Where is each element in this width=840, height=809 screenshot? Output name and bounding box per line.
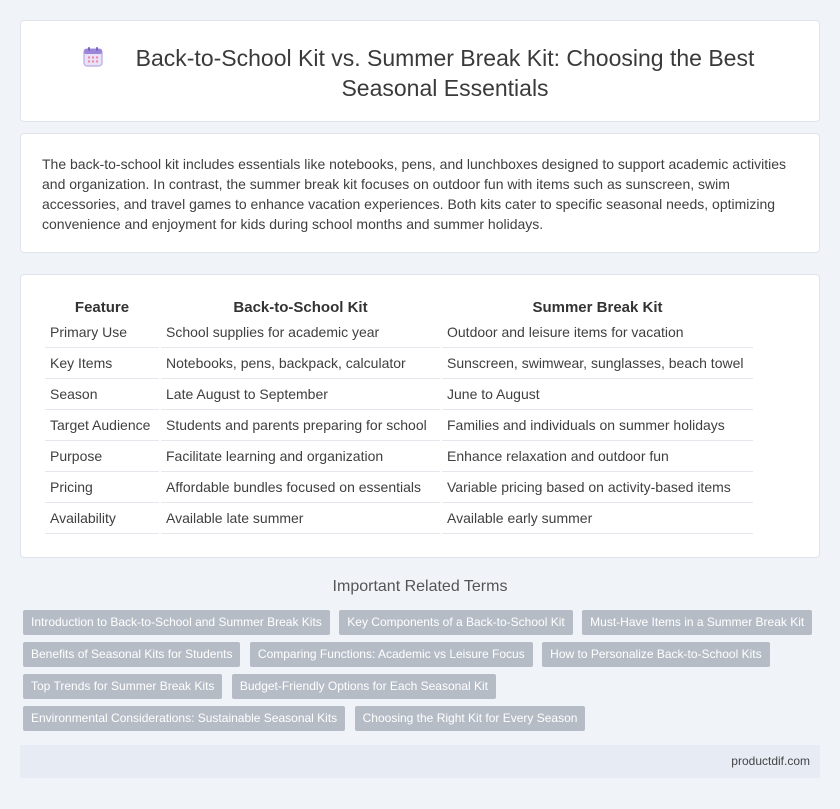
table-cell: Families and individuals on summer holidays: [442, 410, 753, 441]
header-feature: Feature: [74, 298, 130, 316]
table-row: [45, 410, 753, 441]
summary-text: The back-to-school kit includes essentials like notebooks, pens, and lunchboxes designed to support academic activities and organization. In contrast, the summer break kit focuses on outdoor fun with items such as sunscreen, swim accessories, and travel games to enhance vacation experiences. Both kits cater to specific seasonal needs, optimizing convenience and enjoyment for kids during school months and summer holidays.: [42, 156, 786, 232]
related-term-tag[interactable]: Benefits of Seasonal Kits for Students: [23, 642, 240, 667]
related-term-tag[interactable]: Budget-Friendly Options for Each Seasonal Kit: [232, 674, 496, 699]
table-cell: Primary Use: [45, 317, 159, 348]
table-cell: Pricing: [45, 472, 159, 503]
footer: [20, 745, 820, 778]
related-term-tag[interactable]: Choosing the Right Kit for Every Season: [355, 706, 586, 731]
table-cell: Outdoor and leisure items for vacation: [442, 317, 753, 348]
related-terms-list: [23, 610, 823, 738]
footer-site-link[interactable]: productdif.com: [731, 754, 810, 768]
table-cell: Purpose: [45, 441, 159, 472]
table-cell: Variable pricing based on activity-based items: [442, 472, 753, 503]
comparison-card: [20, 274, 820, 558]
page-title: Back-to-School Kit vs. Summer Break Kit: Choosing the Best Seasonal Essentials: [135, 45, 755, 101]
related-term-tag[interactable]: Comparing Functions: Academic vs Leisure Focus: [250, 642, 533, 667]
table-cell: Sunscreen, swimwear, sunglasses, beach towel: [442, 348, 753, 379]
table-cell: Availability: [45, 503, 159, 534]
table-cell: Enhance relaxation and outdoor fun: [442, 441, 753, 472]
related-term-tag[interactable]: Top Trends for Summer Break Kits: [23, 674, 222, 699]
related-term-tag[interactable]: Environmental Considerations: Sustainable Seasonal Kits: [23, 706, 345, 731]
table-row: [45, 441, 753, 472]
table-cell: Students and parents preparing for school: [161, 410, 440, 441]
header-summer-break: Summer Break Kit: [532, 298, 663, 316]
table-cell: Notebooks, pens, backpack, calculator: [161, 348, 440, 379]
related-term-tag[interactable]: Introduction to Back-to-School and Summer Break Kits: [23, 610, 330, 635]
related-terms-title: Important Related Terms: [332, 578, 508, 595]
comparison-table: [43, 297, 755, 534]
table-header-row: [45, 297, 753, 317]
table-cell: Facilitate learning and organization: [161, 441, 440, 472]
table-cell: School supplies for academic year: [161, 317, 440, 348]
related-term-tag[interactable]: Must-Have Items in a Summer Break Kit: [582, 610, 812, 635]
related-term-tag[interactable]: Key Components of a Back-to-School Kit: [339, 610, 572, 635]
table-cell: Available late summer: [161, 503, 440, 534]
table-row: [45, 317, 753, 348]
table-cell: Available early summer: [442, 503, 753, 534]
header-back-to-school: Back-to-School Kit: [233, 298, 368, 316]
table-cell: Late August to September: [161, 379, 440, 410]
table-row: [45, 348, 753, 379]
table-row: [45, 472, 753, 503]
summary-card: [20, 133, 820, 253]
table-cell: Key Items: [45, 348, 159, 379]
table-row: [45, 379, 753, 410]
table-cell: Season: [45, 379, 159, 410]
related-term-tag[interactable]: How to Personalize Back-to-School Kits: [542, 642, 769, 667]
table-cell: Affordable bundles focused on essentials: [161, 472, 440, 503]
title-card: [20, 20, 820, 122]
table-row: [45, 503, 753, 534]
table-cell: Target Audience: [45, 410, 159, 441]
table-cell: June to August: [442, 379, 753, 410]
